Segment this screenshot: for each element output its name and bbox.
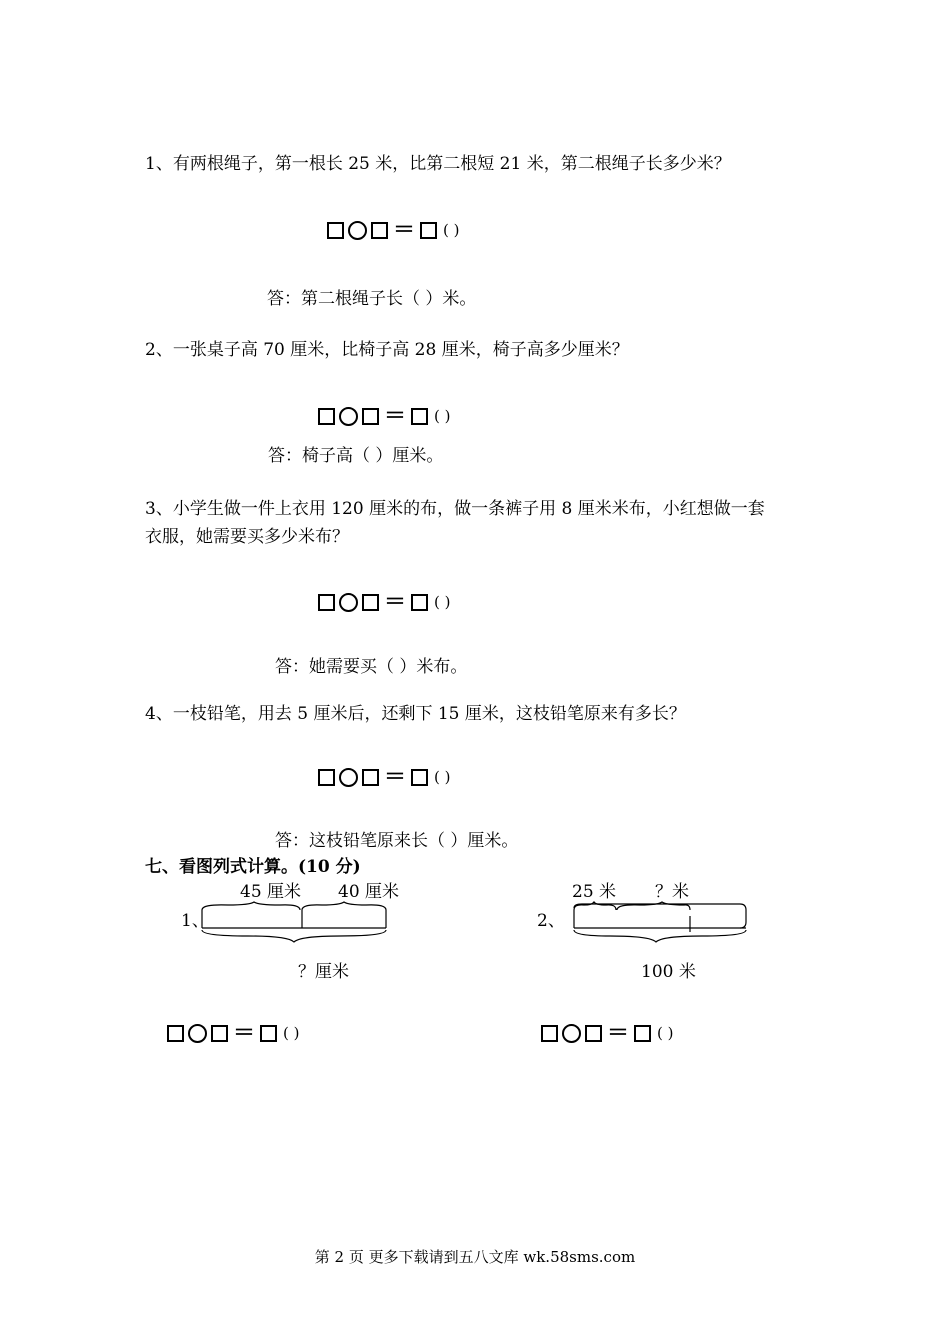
diagram-1-bottom-label: ？厘米 xyxy=(298,962,349,982)
equals-sign: ＝ xyxy=(233,1020,256,1046)
unit-paren[interactable]: ( ) xyxy=(434,593,451,611)
answer-box[interactable] xyxy=(362,594,379,611)
equals-sign: ＝ xyxy=(607,1020,630,1046)
answer-4: 答：这枝铅笔原来长（ ）厘米。 xyxy=(275,831,519,851)
equals-sign: ＝ xyxy=(384,589,407,615)
diagram-2-top-brace-right xyxy=(617,902,690,910)
equals-sign: ＝ xyxy=(393,217,416,243)
answer-box[interactable] xyxy=(411,769,428,786)
answer-box[interactable] xyxy=(411,594,428,611)
answer-box[interactable] xyxy=(167,1025,184,1042)
diagram-2-top-left-label: 25 米 xyxy=(572,882,617,902)
diagram-1-top-brace-left xyxy=(202,902,300,910)
answer-box[interactable] xyxy=(541,1025,558,1042)
diagram-1-bottom-brace xyxy=(202,930,386,942)
unit-paren[interactable]: ( ) xyxy=(434,768,451,786)
equation-3 xyxy=(318,591,451,613)
diagram-1-top-left-label: 45 厘米 xyxy=(240,882,302,902)
answer-box[interactable] xyxy=(585,1025,602,1042)
equation-2 xyxy=(318,405,451,427)
unit-paren[interactable]: ( ) xyxy=(443,221,460,239)
equation-7-2 xyxy=(541,1022,674,1044)
diagram-2-index: 2、 xyxy=(537,911,565,931)
answer-1: 答：第二根绳子长（ ）米。 xyxy=(267,289,477,309)
diagram-2-top-brace-left xyxy=(574,902,616,910)
diagram-1-index: 1、 xyxy=(181,911,209,931)
equals-sign: ＝ xyxy=(384,764,407,790)
operator-circle[interactable] xyxy=(339,407,358,426)
unit-paren[interactable]: ( ) xyxy=(283,1024,300,1042)
equation-1 xyxy=(327,219,460,241)
diagram-1-top-right-label: 40 厘米 xyxy=(338,882,400,902)
answer-box[interactable] xyxy=(327,222,344,239)
answer-box[interactable] xyxy=(362,769,379,786)
answer-box[interactable] xyxy=(318,769,335,786)
operator-circle[interactable] xyxy=(188,1024,207,1043)
question-4: 4、一枝铅笔，用去 5 厘米后，还剩下 15 厘米，这枝铅笔原来有多长？ xyxy=(145,704,686,724)
operator-circle[interactable] xyxy=(562,1024,581,1043)
answer-box[interactable] xyxy=(362,408,379,425)
diagram-2-outline xyxy=(574,904,746,928)
question-1: 1、有两根绳子，第一根长 25 米，比第二根短 21 米，第二根绳子长多少米？ xyxy=(145,154,731,174)
answer-box[interactable] xyxy=(260,1025,277,1042)
equation-7-1 xyxy=(167,1022,300,1044)
answer-2: 答：椅子高（ ）厘米。 xyxy=(268,446,444,466)
answer-box[interactable] xyxy=(420,222,437,239)
question-2: 2、一张桌子高 70 厘米，比椅子高 28 厘米，椅子高多少厘米？ xyxy=(145,340,629,360)
equation-4 xyxy=(318,766,451,788)
unit-paren[interactable]: ( ) xyxy=(434,407,451,425)
diagram-2-line-figure xyxy=(570,900,752,950)
operator-circle[interactable] xyxy=(348,221,367,240)
answer-box[interactable] xyxy=(411,408,428,425)
question-3-line-1: 3、小学生做一件上衣用 120 厘米的布，做一条裤子用 8 厘米米布，小红想做一套 xyxy=(145,499,765,519)
diagram-2-top-right-label: ？米 xyxy=(655,882,689,902)
page-footer: 第 2 页 更多下载请到五八文库 wk.58sms.com xyxy=(314,1248,636,1266)
operator-circle[interactable] xyxy=(339,593,358,612)
answer-box[interactable] xyxy=(634,1025,651,1042)
diagram-1-top-brace-right xyxy=(302,902,386,910)
equals-sign: ＝ xyxy=(384,403,407,429)
answer-box[interactable] xyxy=(211,1025,228,1042)
section-7-title: 七、看图列式计算。(10 分) xyxy=(145,857,361,877)
unit-paren[interactable]: ( ) xyxy=(657,1024,674,1042)
answer-box[interactable] xyxy=(371,222,388,239)
diagram-1-line-figure xyxy=(198,900,396,950)
diagram-2-bottom-label: 100 米 xyxy=(641,962,696,982)
answer-box[interactable] xyxy=(318,408,335,425)
diagram-2-bottom-brace xyxy=(574,930,746,942)
operator-circle[interactable] xyxy=(339,768,358,787)
answer-box[interactable] xyxy=(318,594,335,611)
question-3-line-2: 衣服，她需要买多少米布？ xyxy=(145,527,349,547)
answer-3: 答：她需要买（ ）米布。 xyxy=(275,657,468,677)
